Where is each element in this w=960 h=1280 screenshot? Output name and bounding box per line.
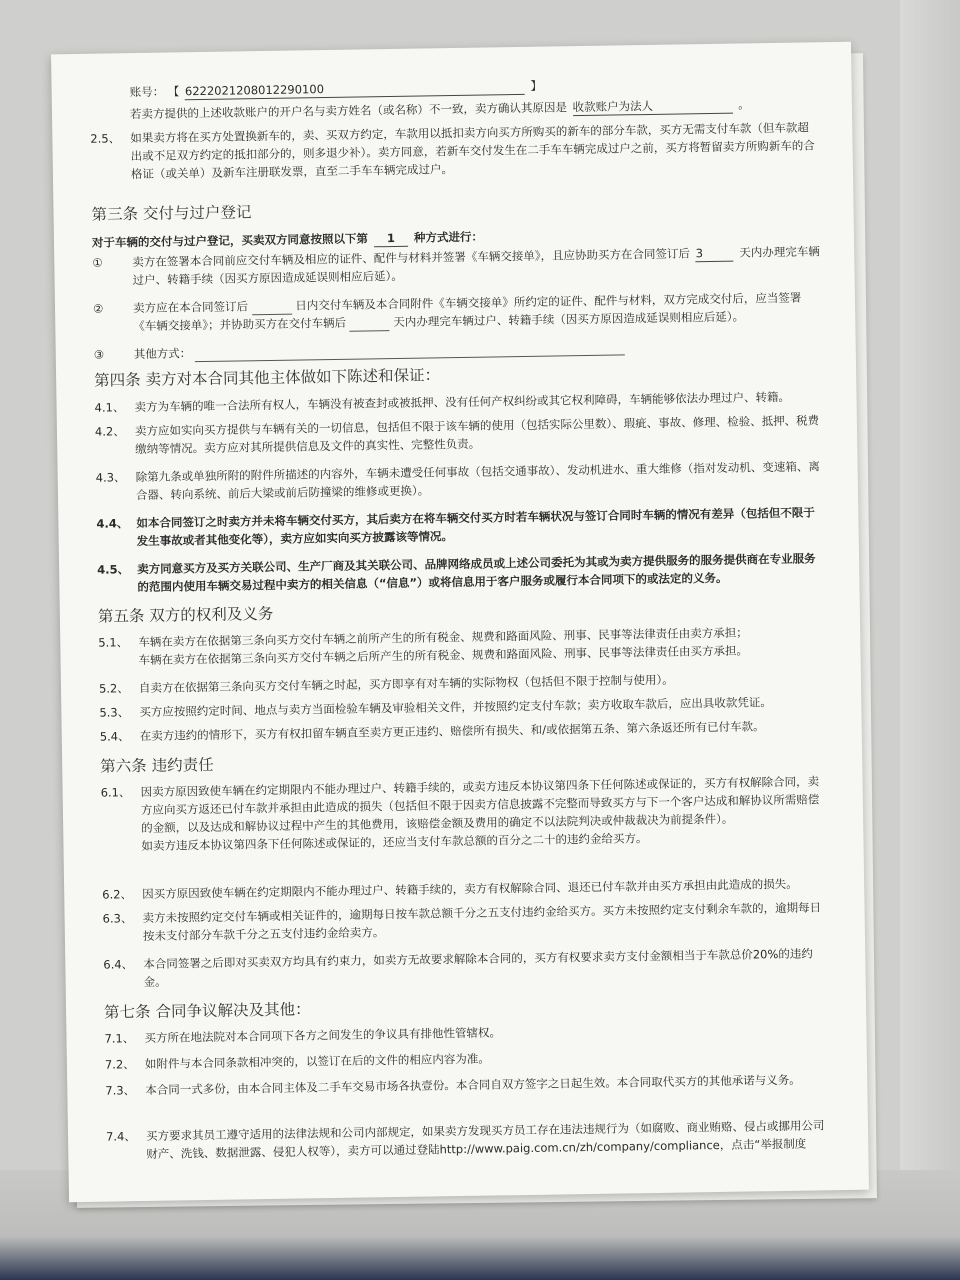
- clause-text: 买方所在地法院对本合同项下各方之间发生的争议具有排他性管辖权。: [144, 1025, 502, 1046]
- clause-text: 本合同签署之后即对买卖双方均具有约束力，如卖方无故要求解除本合同的，买方有权要求卖方支付金额相当于车款总价20%的违约金。: [143, 946, 813, 990]
- option-2-blank-days-2: [350, 316, 390, 332]
- clause-text: 如果卖方将在买方处置换新车的，卖、买双方约定，车款用以抵扣卖方向买方所购买的新车的部分车款，买方无需支付车款（但车款超出或不足双方约定的抵扣部分的，则多退少补）。卖方同意，若新车交付发生在二手车车辆完成过户之前，买方将暂留卖方所购新车的合格证（或关单）及新车注册联发票，直至二手车车辆完成过户。: [130, 120, 815, 182]
- clause-text: 卖方未按照约定交付车辆或相关证件的，逾期每日按车款总额千分之五支付违约金给买方。买方未按照约定支付剩余车款的，逾期每日按未支付部分车款千分之五支付违约金给卖方。: [142, 900, 822, 944]
- clause-text-2: 车辆在卖方在依据第三条向买方交付车辆之后所产生的所有税金、规费和路面风险、刑事、民事等法律责任由买方承担。: [138, 643, 749, 668]
- clause-text-2: 如卖方违反本协议第四条下任何陈述或保证的，还应当支付车款总额的百分之二十的违约金给买方。: [141, 831, 648, 854]
- account-label: 账号：: [129, 84, 165, 100]
- clause-number: 4.5、: [97, 562, 130, 577]
- section-7-title: 第七条 合同争议解决及其他：: [103, 1000, 311, 1022]
- clause-7-4: [106, 1116, 834, 1163]
- intro-text-a: 对于车辆的交付与过户登记，买卖双方同意按照以下第: [91, 231, 369, 250]
- clause-4-4: [96, 503, 824, 550]
- clause-4-5: [97, 549, 825, 596]
- section-6-title: 第六条 违约责任: [100, 755, 214, 776]
- section-5-title: 第五条 双方的权利及义务: [97, 604, 274, 626]
- option-2-text-c: 天内办理完车辆过户、转籍手续（因买方原因造成延误则相应后延）。: [393, 309, 745, 330]
- seller-note-end: 。: [738, 97, 750, 112]
- clause-text: 因卖方原因致使车辆在约定期限内不能办理过户、转籍手续的，或卖方违反本协议第四条下任何陈述或保证的，买方有权解除合同，卖方应向买方返还已付车款并承担由此造成的损失（包括但不限于因卖方信息披露不完整而导致买方与下一个客户达成和解协议所需赔偿的金额，以及达成和解协议过程中产生的其他费用，该赔偿金额及费用的确定不以法院判决或仲裁裁决为前提条件）。: [140, 774, 820, 836]
- clause-4-3: [96, 457, 824, 504]
- clause-6-1: [100, 772, 829, 855]
- clause-number: 4.1、: [94, 400, 125, 415]
- option-number: ③: [93, 347, 105, 362]
- option-2-text-b: 日内交付车辆及本合同附件《车辆交接单》所约定的证件、配件与材料，双方完成交付后，应当签署《车辆交接单》；并协助买方在交付车辆后: [133, 290, 802, 334]
- account-number: 6222021208012290100: [185, 79, 525, 100]
- clause-2-5: [90, 118, 819, 183]
- section-3-option-3: [94, 334, 822, 363]
- clause-text: 在卖方违约的情形下，买方有权扣留车辆直至卖方更正违约、赔偿所有损失、和/或依据第五条、第六条返还所有已付车款。: [139, 719, 765, 744]
- clause-number: 6.2、: [102, 887, 133, 902]
- clause-text: 因买方原因致使车辆在约定期限内不能办理过户、转籍手续的，卖方有权解除合同、退还已付车款并由买方承担由此造成的损失。: [142, 876, 798, 902]
- clause-6-4: [103, 944, 831, 991]
- clause-text: 如本合同签订之时卖方并未将车辆交付买方，其后卖方在将车辆交付买方时若车辆状况与签订合同时车辆的情况有差异（包括但不限于发生事故或者其他变化等），卖方应如实向买方披露该等情况。: [136, 505, 815, 549]
- clause-6-3: [102, 898, 830, 945]
- clause-number: 4.3、: [95, 470, 126, 485]
- account-bracket-close: 】: [530, 78, 543, 93]
- section-3-title: 第三条 交付与过户登记: [91, 203, 252, 224]
- clause-7-2: [105, 1044, 833, 1073]
- account-bracket-open: 【: [167, 84, 180, 99]
- clause-text: 如附件与本合同条款相冲突的，以签订在后的文件的相应内容为准。: [144, 1051, 490, 1072]
- clause-number: 6.1、: [100, 785, 131, 800]
- clause-text: 除第九条或单独所附的附件所描述的内容外，车辆未遭受任何事故（包括交通事故）、发动机进水、重大维修（指对发动机、变速箱、离合器、转向系统、前后大梁或前后防撞梁的维修或更换）。: [135, 459, 820, 503]
- clause-text: 本合同一式多份，由本合同主体及二手车交易市场各执壹份。本合同自双方签字之日起生效。本合同取代买方的其他承诺与义务。: [145, 1072, 801, 1097]
- clause-number: 7.2、: [104, 1057, 135, 1072]
- clause-text: 卖方为车辆的唯一合法所有权人，车辆没有被查封或被抵押、没有任何产权纠纷或其它权利障碍，车辆能够依法办理过户、转籍。: [134, 389, 791, 415]
- clause-number: 4.2、: [94, 424, 125, 439]
- option-number: ②: [92, 301, 104, 316]
- clause-4-2: [95, 411, 823, 458]
- option-3-label: 其他方式：: [133, 346, 192, 362]
- intro-choice: 1: [374, 231, 408, 248]
- clause-number: 2.5、: [90, 131, 121, 146]
- option-1-days: 3: [696, 246, 734, 263]
- clause-text: 买方应按照约定时间、地点与卖方当面检验车辆及审验相关文件，并按照约定支付车款；卖方收取车款后，应出具收款凭证。: [139, 695, 772, 720]
- clause-number: 5.3、: [99, 705, 130, 720]
- clause-number: 7.3、: [105, 1083, 136, 1098]
- option-3-blank: [195, 340, 625, 362]
- clause-number: 5.2、: [98, 681, 129, 696]
- section-3-option-2: [93, 288, 821, 335]
- option-2-text-a: 卖方应在本合同签订后: [132, 299, 249, 316]
- intro-text-b: 种方式进行：: [413, 229, 484, 245]
- section-4-title: 第四条 卖方对本合同其他主体做如下陈述和保证：: [94, 366, 441, 390]
- clause-text: 卖方同意买方及买方关联公司、生产厂商及其关联公司、品牌网络成员或上述公司委托为其或为卖方提供服务的服务提供商在专业服务的范围内使用车辆交易过程中卖方的相关信息（“信息”）或将信息用于客户服务或履行本合同项下的或法定的义务。: [137, 551, 816, 595]
- clause-number: 6.4、: [103, 957, 134, 972]
- option-1-text-a: 卖方在签署本合同前应交付车辆及相应的证件、配件与材料并签署《车辆交接单》，且应协助买方在合同签订后: [132, 246, 691, 270]
- background-right: [900, 0, 960, 1280]
- clause-number: 5.4、: [99, 729, 130, 744]
- clause-7-1: [104, 1018, 832, 1047]
- seller-note-reason: 收款账户为法人: [572, 98, 732, 117]
- clause-text: 卖方应如实向买方提供与车辆有关的一切信息，包括但不限于该车辆的使用（包括实际公里数）、瑕疵、事故、修理、检验、抵押、税费缴纳等情况。卖方应对其所提供信息及文件的真实性、完整性负责。: [134, 413, 820, 457]
- clause-5-4: [100, 716, 828, 745]
- option-2-blank-days: [252, 300, 292, 316]
- clause-text: 车辆在卖方在依据第三条向买方交付车辆之前所产生的所有税金、规费和路面风险、刑事、民事等法律责任由卖方承担；: [138, 625, 748, 650]
- clause-5-1: [98, 622, 826, 669]
- clause-7-3: [105, 1070, 833, 1099]
- clause-number: 7.4、: [105, 1129, 136, 1144]
- seller-note-text: 若卖方提供的上述收款账户的开户名与卖方姓名（或名称）不一致，卖方确认其原因是: [129, 100, 568, 122]
- clause-number: 6.3、: [102, 911, 133, 926]
- clause-text: 买方要求其员工遵守适用的法律法规和公司内部规定，如果卖方发现买方员工存在违法违规行为（如腐败、商业贿赂、侵占或挪用公司财产、洗钱、数据泄露、侵犯人权等），卖方可以通过登陆http://www.paig.com.cn/zh/company/compliance，点击“举报制度: [145, 1118, 825, 1161]
- clause-number: 7.1、: [104, 1031, 135, 1046]
- contract-page: [51, 42, 869, 1202]
- option-number: ①: [92, 255, 103, 270]
- option-1-text-b: 天内办理完车辆过户、转籍手续（因买方原因造成延误则相应后延）。: [132, 244, 820, 288]
- clause-text: 自卖方在依据第三条向买方交付车辆之时起，买方即享有对车辆的实际物权（包括但不限于控制与使用）。: [138, 672, 674, 696]
- clause-number: 4.4、: [96, 516, 129, 531]
- clause-number: 5.1、: [98, 635, 129, 650]
